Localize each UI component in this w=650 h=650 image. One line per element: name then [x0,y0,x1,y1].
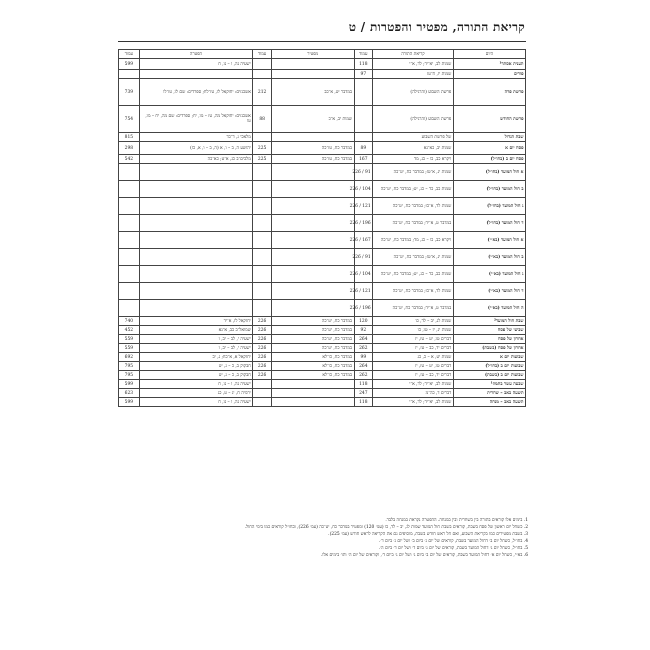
cell-maftir-page [253,398,272,407]
cell-torah-page [354,79,373,106]
cell-day: תשעה באב – מנחה [453,398,525,407]
cell-haftarah-page [119,198,140,215]
cell-haftarah-page: 599 [119,398,140,407]
cell-haftarah-page [119,283,140,300]
footnote: 5. בחו״ל, כשחל יום ג׳ דחול המועד בשבת, קוראים של יום ג׳ ביום ד׳ ושל יום ד׳ ביום ה׳. [378,546,528,551]
table-header-row [119,50,526,59]
cell-torah: של פרשת השבוע [373,133,454,142]
cell-torah: שמות כב, כד – כג, יט; במדבר כח, יט־כה [373,181,454,198]
cell-maftir [271,59,354,70]
cell-torah: פרשת השבוע (והרגילה) [373,79,454,106]
cell-haftarah-page [119,232,140,249]
table-row [119,300,526,317]
footnote: 1. בימים אלו קוראים בתורה בין בשחרית ובין במנחה. ההפטרה נקראת במנחה בלבד. [385,518,528,523]
cell-maftir: במדבר כח, כו־לא [271,371,354,380]
cell-maftir-page [253,181,272,198]
table-row [119,249,526,266]
cell-haftarah-page [119,70,140,79]
table-row [119,70,526,79]
table-row [119,266,526,283]
cell-maftir [271,266,354,283]
table-row [119,283,526,300]
cell-haftarah-page: 452 [119,326,140,335]
cell-torah: שמות לג, יב – לד, כו [373,317,454,326]
cell-haftarah [139,215,253,232]
cell-haftarah-page: 599 [119,380,140,389]
cell-torah: דברים יד, כב – טז, יז [373,344,454,353]
cell-haftarah-page: 754 [119,106,140,133]
cell-haftarah-page: 740 [119,317,140,326]
page-title: קריאת התורה, מפטיר והפטרות / ט [348,20,525,34]
cell-torah: דברים יד, כב – טז, יז [373,371,454,380]
cell-torah-page: 104 / 226 [354,266,373,283]
cell-haftarah [139,300,253,317]
cell-maftir: במדבר כח, יט־כה [271,326,354,335]
cell-maftir: במדבר יט, א־כב [271,79,354,106]
cell-haftarah-page [119,249,140,266]
cell-haftarah-page [119,181,140,198]
cell-maftir-page [253,133,272,142]
cell-haftarah: ישעיה נה, ו – נו, ח [139,398,253,407]
cell-haftarah: ישעיה י, לב – יב, ו [139,335,253,344]
table-row [119,317,526,326]
cell-torah-page: 97 [354,70,373,79]
column-header: עמוד [354,50,373,59]
cell-maftir: במדבר כח, טז־כה [271,155,354,164]
cell-haftarah [139,249,253,266]
cell-maftir [271,181,354,198]
cell-day: פרשת החודש [453,106,525,133]
cell-haftarah-page [119,164,140,181]
cell-day: אחרון של פסח (בשבת) [453,344,525,353]
cell-torah-page: 118 [354,380,373,389]
cell-day: שבת הגדול [453,133,525,142]
cell-day: ד חול המועד (בחו״ל) [453,215,525,232]
cell-maftir-page: 225 [253,155,272,164]
cell-day: שביעי של פסח [453,326,525,335]
cell-maftir: במדבר כח, יט־כה [271,317,354,326]
cell-haftarah: יהושע ה, ב – ו, א (ה, ב – ו, א, כז) [139,142,253,155]
cell-torah-page: 167 / 226 [354,232,373,249]
cell-torah: שמות לד, א־כו; במדבר כח, יט־כה [373,283,454,300]
column-header: הפטרה [139,50,253,59]
cell-torah: שמות יג, א־טז; במדבר כח, יט־כה [373,249,454,266]
cell-maftir-page [253,389,272,398]
cell-maftir [271,133,354,142]
cell-haftarah: מלכים־ב כג, א־ט; כא־כה [139,155,253,164]
cell-maftir-page: 226 [253,326,272,335]
cell-maftir [271,232,354,249]
table-row [119,164,526,181]
cell-maftir-page [253,249,272,266]
cell-day: פסח יום ב (בחו״ל) [453,155,525,164]
cell-torah: דברים טו, יט – טז, יז [373,362,454,371]
cell-haftarah-page: 559 [119,335,140,344]
cell-maftir-page: 226 [253,353,272,362]
cell-torah-page: 92 [354,326,373,335]
cell-haftarah: יחזקאל לז, א־יד [139,317,253,326]
cell-haftarah-page: 815 [119,133,140,142]
cell-haftarah-page: 795 [119,371,140,380]
cell-maftir [271,300,354,317]
cell-day: שבועות יום ב (בשבת) [453,371,525,380]
cell-torah: שמות יב, כא־נא [373,142,454,155]
cell-haftarah: אשכנזים: יחזקאל מה, טז – מו, יח; ספרדים: שם מה, יח – מו, טו [139,106,253,133]
cell-haftarah-page: 559 [119,344,140,353]
cell-haftarah [139,266,253,283]
cell-haftarah: יחזקאל א, א־כח; ג, יב [139,353,253,362]
cell-torah-page: 118 [354,59,373,70]
table-row [119,181,526,198]
cell-maftir-page: 226 [253,335,272,344]
column-header: מפטיר [271,50,354,59]
cell-haftarah-page: 623 [119,389,140,398]
cell-haftarah: אשכנזים: יחזקאל לו, טז־לח; ספרדים: שם לו, טז־לו [139,79,253,106]
cell-maftir-page: 225 [253,142,272,155]
cell-day: תשעה באב – שחרית [453,389,525,398]
cell-torah: דברים ד, כה־מ [373,389,454,398]
cell-torah: במדבר ט, א־יד; במדבר כח, יט־כה [373,300,454,317]
cell-day: א חול המועד (בחו״ל) [453,164,525,181]
table-row [119,398,526,407]
cell-maftir-page: 212 [253,79,272,106]
cell-torah-page: 89 [354,142,373,155]
cell-maftir-page [253,59,272,70]
cell-torah: שמות לב, יא־יד; לד, א־י [373,398,454,407]
cell-maftir-page: 226 [253,317,272,326]
cell-haftarah-page: 298 [119,142,140,155]
footnote: 3. בשבת מפטירים כמו בקריאת השבוע, ואם חל ראש חודש בשבת, מוסיפים גם את הקריאה לראש חודש (עמ׳ 225). [328,532,528,537]
table-row [119,232,526,249]
table-row [119,155,526,164]
cell-torah-page [354,133,373,142]
cell-maftir-page [253,232,272,249]
cell-torah-page: 120 [354,317,373,326]
cell-day: ג חול המועד (בא״י) [453,266,525,283]
cell-maftir-page [253,300,272,317]
cell-torah-page: 262 [354,344,373,353]
cell-torah-page: 264 [354,362,373,371]
cell-maftir [271,380,354,389]
cell-torah: שמות יג, יז – טו, כו [373,326,454,335]
cell-maftir-page: 226 [253,371,272,380]
cell-torah: שמות לב, יא־יד; לד, א־י [373,380,454,389]
table-row [119,371,526,380]
cell-torah: פרשת השבוע (והרגילה) [373,106,454,133]
table-row [119,59,526,70]
table-row [119,380,526,389]
cell-torah-page [354,106,373,133]
cell-haftarah: מלאכי ג, ד־כד [139,133,253,142]
cell-torah-page: 196 / 226 [354,215,373,232]
column-header: עמוד [253,50,272,59]
cell-haftarah: חבקוק ב, כ – ג, יט [139,371,253,380]
column-header: עמוד [119,50,140,59]
cell-torah-page: 167 [354,155,373,164]
cell-maftir-page [253,266,272,283]
cell-torah-page: 91 / 226 [354,249,373,266]
cell-maftir: במדבר כח, יט־כה [271,344,354,353]
cell-maftir-page [253,380,272,389]
cell-day: ה חול המועד (בא״י) [453,300,525,317]
cell-torah-page: 104 / 226 [354,181,373,198]
cell-haftarah-page [119,215,140,232]
cell-torah: ויקרא כב, כו – כג, מד [373,155,454,164]
footnote: 4. בחו״ל, כשחל יום ב׳ דחול המועד בשבת, קוראים של יום ג׳ ביום ב׳ ושל יום ג׳ ביום ד׳. [379,539,528,544]
cell-day: פסח יום א [453,142,525,155]
cell-haftarah: חבקוק ב, כ – ג, יט [139,362,253,371]
cell-maftir-page: 88 [253,106,272,133]
cell-haftarah: שמואל־ב כב, א־נא [139,326,253,335]
table-row [119,133,526,142]
cell-torah-page: 121 / 226 [354,198,373,215]
footnote: 2. כשחל יום ראשון של פסח בשבת, קוראים בשבת חול המועד שמות לג, יב – לד, כו (עמ׳ 120) ומפטיר במדבר כח, יט־כה (עמ׳ 226), ובחו״ל קוראים כמו בימי החול. [244,525,528,530]
cell-torah: דברים טו, יט – טז, יז [373,335,454,344]
cell-maftir-page [253,283,272,300]
cell-torah: שמות לב, יא־יד; לד, א־י [373,59,454,70]
cell-torah: שמות כב, כד – כג, יט; במדבר כח, יט־כה [373,266,454,283]
cell-maftir [271,198,354,215]
table-row [119,389,526,398]
cell-day: ג חול המועד (בחו״ל) [453,198,525,215]
schedule-table [118,49,526,407]
cell-haftarah [139,181,253,198]
table-row [119,215,526,232]
cell-torah: במדבר ט, א־יד; במדבר כח, יט־כה [373,215,454,232]
table-row [119,198,526,215]
table-row [119,106,526,133]
cell-maftir-page [253,70,272,79]
cell-maftir [271,398,354,407]
cell-torah: ויקרא כב, כו – כג, מד; במדבר כח, יט־כה [373,232,454,249]
cell-torah: שמות יט, א – כ, כג [373,353,454,362]
cell-maftir [271,70,354,79]
cell-day: שבעה עשר בתמוז¹ [453,380,525,389]
cell-maftir-page: 226 [253,344,272,353]
cell-day: שבועות יום א [453,353,525,362]
table-row [119,335,526,344]
cell-maftir: במדבר כח, טז־כה [271,142,354,155]
cell-maftir-page [253,215,272,232]
cell-day: ב חול המועד (בא״י) [453,249,525,266]
cell-maftir-page [253,198,272,215]
cell-torah-page: 196 / 226 [354,300,373,317]
cell-maftir [271,215,354,232]
cell-haftarah: ישעיה י, לב – יב, ו [139,344,253,353]
cell-day: פורים [453,70,525,79]
cell-haftarah-page: 795 [119,362,140,371]
cell-day: תענית אסתר¹ [453,59,525,70]
cell-maftir [271,249,354,266]
footnotes [110,518,528,560]
cell-haftarah: ירמיה ח, יג – ט, כג [139,389,253,398]
cell-torah-page: 262 [354,371,373,380]
cell-day: ב חול המועד (בחו״ל) [453,181,525,198]
cell-haftarah-page: 542 [119,155,140,164]
cell-torah-page: 91 / 226 [354,164,373,181]
cell-haftarah-page: 739 [119,79,140,106]
cell-torah-page: 264 [354,335,373,344]
table-row [119,362,526,371]
cell-day: פרשת פרה [453,79,525,106]
footnote: 6. בא״י, כשחל יום א׳ דחול המועד בשבת, קוראים של יום ב׳ ביום ג׳ ושל יום ג׳ ביום ד׳, וקוראים של יום ה׳ ותו׳ בימים אלו. [320,553,528,558]
cell-torah-page: 247 [354,389,373,398]
cell-torah: שמות לד, א־כו; במדבר כח, יט־כה [373,198,454,215]
cell-maftir: במדבר כח, יט־כה [271,335,354,344]
cell-maftir: במדבר כח, כו־לא [271,362,354,371]
cell-maftir-page: 226 [253,362,272,371]
cell-torah-page: 99 [354,353,373,362]
table-row [119,326,526,335]
cell-haftarah: ישעיה נה, ו – נו, ח [139,59,253,70]
cell-haftarah [139,283,253,300]
cell-day: שבועות יום ב (בחו״ל) [453,362,525,371]
column-header: היום [453,50,525,59]
cell-maftir: במדבר כח, כו־לא [271,353,354,362]
cell-haftarah [139,164,253,181]
cell-torah: שמות יז, ח־טז [373,70,454,79]
table-row [119,353,526,362]
cell-haftarah: ישעיה נה, ו – נו, ח [139,380,253,389]
cell-haftarah-page [119,300,140,317]
cell-day: אחרון של פסח [453,335,525,344]
cell-haftarah [139,232,253,249]
title-rule [118,41,526,42]
cell-haftarah-page [119,266,140,283]
cell-torah-page: 118 [354,398,373,407]
cell-haftarah [139,70,253,79]
cell-haftarah [139,198,253,215]
column-header: קריאת התורה [373,50,454,59]
table-row [119,142,526,155]
cell-day: שבת חול המועד² [453,317,525,326]
cell-maftir [271,389,354,398]
cell-maftir-page [253,164,272,181]
cell-maftir [271,283,354,300]
table-row [119,79,526,106]
cell-maftir: שמות יב, א־כ [271,106,354,133]
cell-day: א חול המועד (בא״י) [453,232,525,249]
cell-torah: שמות יג, א־טז; במדבר כח, יט־כה [373,164,454,181]
cell-haftarah-page: 599 [119,59,140,70]
cell-torah-page: 121 / 226 [354,283,373,300]
table-row [119,344,526,353]
cell-haftarah-page: 692 [119,353,140,362]
cell-day: ד חול המועד (בא״י) [453,283,525,300]
cell-maftir [271,164,354,181]
